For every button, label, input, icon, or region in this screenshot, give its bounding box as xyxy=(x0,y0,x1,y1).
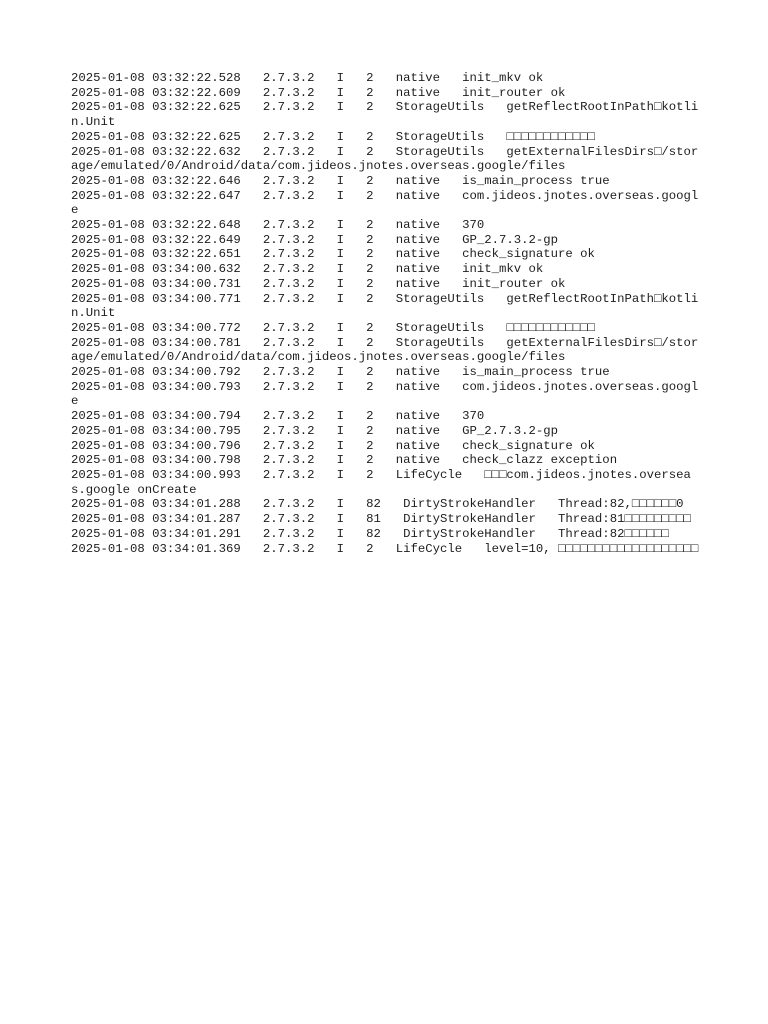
log-line: 2025-01-08 03:34:00.781 2.7.3.2 I 2 StorageUtils getExternalFilesDirs□/storage/emulated/0/Android/data/com.jideos.jnotes.overseas.google/files xyxy=(71,335,699,365)
log-line: 2025-01-08 03:34:00.798 2.7.3.2 I 2 native check_clazz exception xyxy=(71,453,618,468)
log-line: 2025-01-08 03:34:00.772 2.7.3.2 I 2 StorageUtils □□□□□□□□□□□□ xyxy=(71,320,595,335)
log-line: 2025-01-08 03:32:22.647 2.7.3.2 I 2 native com.jideos.jnotes.overseas.google xyxy=(71,188,699,218)
log-line: 2025-01-08 03:32:22.651 2.7.3.2 I 2 native check_signature ok xyxy=(71,247,595,262)
log-text xyxy=(71,71,699,556)
log-line: 2025-01-08 03:32:22.648 2.7.3.2 I 2 native 370 xyxy=(71,218,485,233)
log-line: 2025-01-08 03:34:00.792 2.7.3.2 I 2 native is_main_process true xyxy=(71,365,610,380)
log-line: 2025-01-08 03:32:22.649 2.7.3.2 I 2 native GP_2.7.3.2-gp xyxy=(71,232,559,247)
log-line: 2025-01-08 03:34:00.793 2.7.3.2 I 2 native com.jideos.jnotes.overseas.google xyxy=(71,379,699,409)
log-line: 2025-01-08 03:34:01.369 2.7.3.2 I 2 LifeCycle level=10, □□□□□□□□□□□□□□□□□□□ xyxy=(71,541,699,556)
log-line: 2025-01-08 03:34:00.993 2.7.3.2 I 2 LifeCycle □□□com.jideos.jnotes.overseas.google onCreate xyxy=(71,467,691,497)
log-line: 2025-01-08 03:32:22.609 2.7.3.2 I 2 native init_router ok xyxy=(71,85,566,100)
log-line: 2025-01-08 03:32:22.528 2.7.3.2 I 2 native init_mkv ok xyxy=(71,71,544,85)
log-line: 2025-01-08 03:32:22.632 2.7.3.2 I 2 StorageUtils getExternalFilesDirs□/storage/emulated/0/Android/data/com.jideos.jnotes.overseas.google/files xyxy=(71,144,699,174)
log-line: 2025-01-08 03:34:00.632 2.7.3.2 I 2 native init_mkv ok xyxy=(71,262,544,277)
log-line: 2025-01-08 03:34:00.795 2.7.3.2 I 2 native GP_2.7.3.2-gp xyxy=(71,423,559,438)
log-line: 2025-01-08 03:34:00.794 2.7.3.2 I 2 native 370 xyxy=(71,409,485,424)
log-line: 2025-01-08 03:34:01.288 2.7.3.2 I 82 DirtyStrokeHandler Thread:82,□□□□□□0 xyxy=(71,497,684,512)
log-line: 2025-01-08 03:32:22.625 2.7.3.2 I 2 StorageUtils □□□□□□□□□□□□ xyxy=(71,129,595,144)
log-line: 2025-01-08 03:34:01.287 2.7.3.2 I 81 DirtyStrokeHandler Thread:81□□□□□□□□□ xyxy=(71,512,691,527)
log-line: 2025-01-08 03:34:00.796 2.7.3.2 I 2 native check_signature ok xyxy=(71,438,595,453)
log-line: 2025-01-08 03:34:01.291 2.7.3.2 I 82 DirtyStrokeHandler Thread:82□□□□□□ xyxy=(71,526,669,541)
log-line: 2025-01-08 03:34:00.771 2.7.3.2 I 2 StorageUtils getReflectRootInPath□kotlin.Unit xyxy=(71,291,699,321)
log-line: 2025-01-08 03:32:22.625 2.7.3.2 I 2 StorageUtils getReflectRootInPath□kotlin.Unit xyxy=(71,100,699,130)
log-line: 2025-01-08 03:32:22.646 2.7.3.2 I 2 native is_main_process true xyxy=(71,173,610,188)
log-line: 2025-01-08 03:34:00.731 2.7.3.2 I 2 native init_router ok xyxy=(71,276,566,291)
